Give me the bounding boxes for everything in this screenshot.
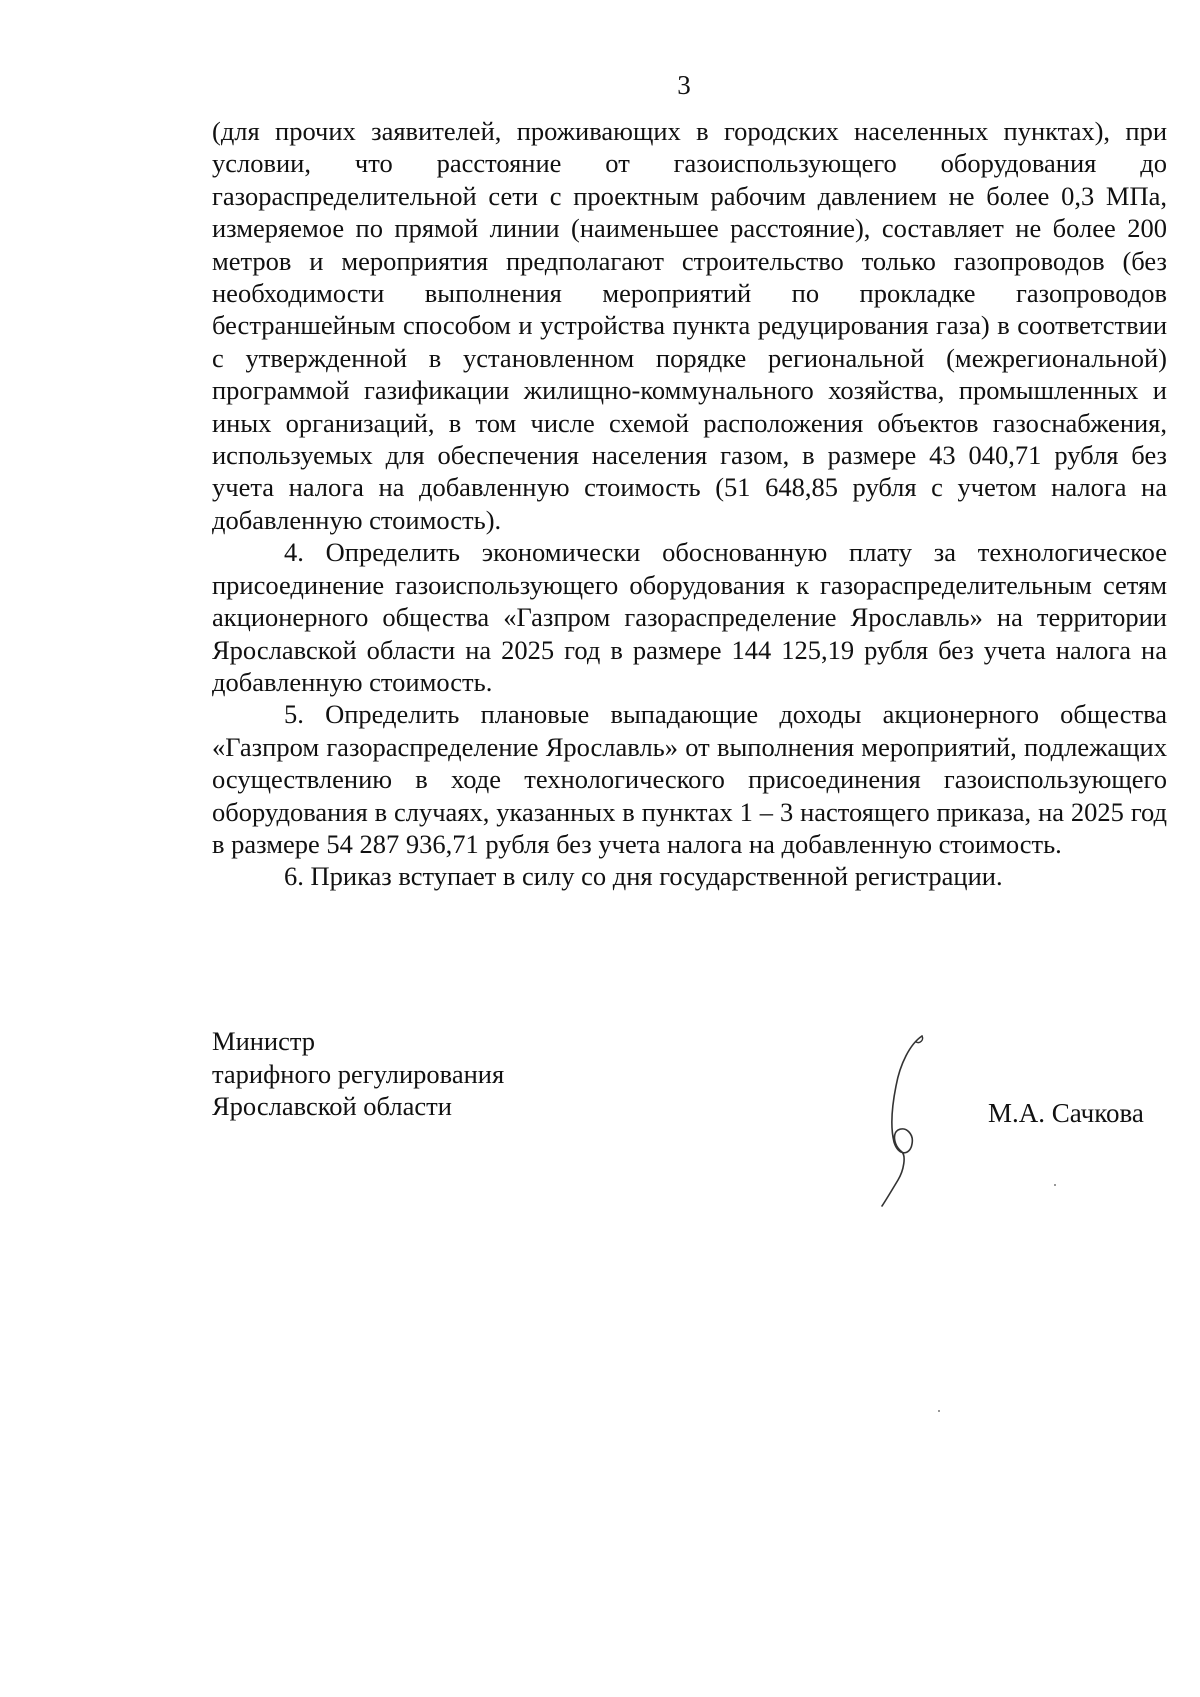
- paragraph-continuation: (для прочих заявителей, проживающих в городских населенных пунктах), при условии, что расстояние от газоиспользующего оборудования до газораспределительной сети с проектным рабочим давлением не более 0,3 МПа, измеряемое по прямой линии (наименьшее расстояние), составляет не более 200 метров и мероприятия предполагают строительство только газопроводов (без необходимости выполнения мероприятий по прокладке газопроводов бестраншейным способом и устройства пункта редуцирования газа) в соответствии с утвержденной в установленном порядке региональной (межрегиональной) программой газификации жилищно-коммунального хозяйства, промышленных и иных организаций, в том числе схемой расположения объектов газоснабжения, используемых для обеспечения населения газом, в размере 43 040,71 рубля без учета налога на добавленную стоимость (51 648,85 рубля с учетом налога на добавленную стоимость).: [212, 116, 1167, 535]
- scan-speck: [938, 1410, 940, 1412]
- scan-speck: [1054, 1184, 1056, 1186]
- signatory-title-line-2: тарифного регулирования: [212, 1058, 505, 1089]
- signatory-title: [212, 1025, 504, 1123]
- paragraph-item-5: 5. Определить плановые выпадающие доходы акционерного общества «Газпром газораспределение Ярославль» от выполнения мероприятий, подлежащих осуществлению в ходе технологического присоединения газоиспользующего оборудования в случаях, указанных в пунктах 1 – 3 настоящего приказа, на 2025 год в размере 54 287 936,71 рубля без учета налога на добавленную стоимость.: [212, 699, 1167, 859]
- paragraph-item-6: 6. Приказ вступает в силу со дня государственной регистрации.: [284, 861, 1003, 892]
- document-body: [212, 115, 1167, 893]
- signatory-title-line-3: Ярославской области: [212, 1091, 452, 1121]
- signer-name: М.А. Сачкова: [988, 1098, 1144, 1128]
- signatory-title-line-1: Министр: [212, 1026, 316, 1056]
- page-number: 3: [677, 70, 691, 100]
- handwritten-signature-icon: [860, 1030, 940, 1210]
- paragraph-item-4: 4. Определить экономически обоснованную плату за технологическое присоединение газоиспользующего оборудования к газораспределительным сетям акционерного общества «Газпром газораспределение Ярославль» на территории Ярославской области на 2025 год в размере 144 125,19 рубля без учета налога на добавленную стоимость.: [212, 537, 1167, 697]
